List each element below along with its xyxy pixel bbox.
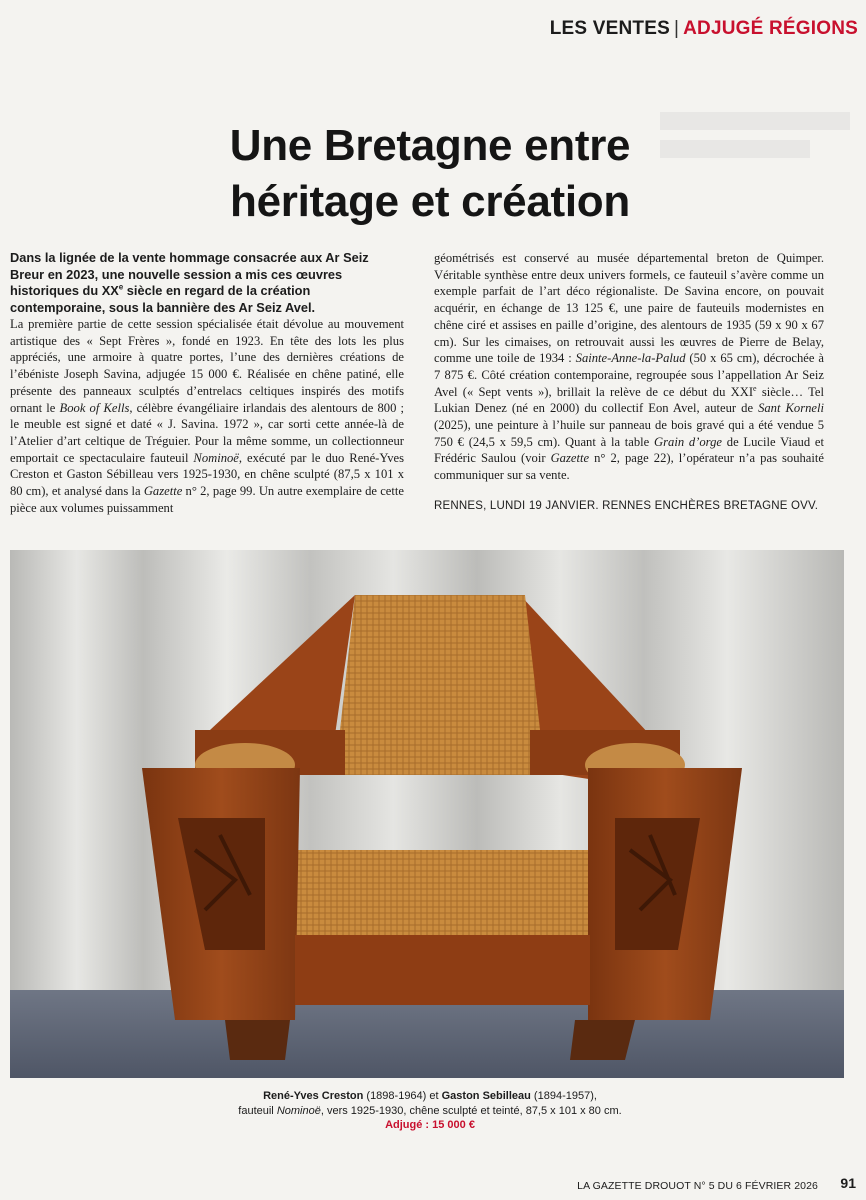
sainte-anne-title: Sainte-Anne-la-Palud <box>575 351 686 366</box>
body-right-text-6: n° 2, page 22), l’opérateur n’a pas souhaité communiquer sur sa vente. <box>434 451 824 483</box>
body-paragraph-left <box>10 316 404 516</box>
section-separator: | <box>673 18 680 39</box>
caption-price: Adjugé : 15 000 € <box>385 1119 475 1131</box>
grain-dorge-title: Grain d’orge <box>654 434 723 449</box>
body-left-text-1: La première partie de cette session spécialisée était dévolue au mouvement artistique des « Sept Frères », fondé en 1923. En tête des lots les plus appréciés, une armoire à quatre portes, l’une des dernières créations de l’ébéniste Joseph Savina, adjugée 15 000 €. Réalisée en chêne patiné, elle présente des panneaux sculptés d’entrelacs celtiques inspirés des motifs ornant le <box>10 317 404 415</box>
body-left-text-4: n° 2, page 99. Un autre exemplaire de cette pièce aux volumes puissamment <box>10 484 404 515</box>
body-left-text-3: , exécuté par le duo René-Yves Creston et Gaston Sébilleau vers 1925-1930, en chêne sculpté (87,5 x 101 x 80 cm), et analysé dans la <box>10 450 404 499</box>
article-title <box>110 118 750 230</box>
body-right-text-5: de Lucile Viaud et Frédéric Saulou (voir <box>434 434 824 466</box>
book-of-kells-title: Book of Kells <box>59 400 130 415</box>
gazette-title-2: Gazette <box>550 451 590 466</box>
publication-footer: LA GAZETTE DROUOT N° 5 DU 6 FÉVRIER 2026 <box>577 1180 818 1192</box>
body-right-text-1: géométrisés est conservé au musée départemental breton de Quimper. Véritable synthèse entre deux univers formels, ce fauteuil s’avère comme un exemple parfait de l’art déco régionaliste. De Savina encore, on pouvait acquérir, en échange de 13 125 €, une paire de fauteuils modernistes en chêne ciré et assises en paille d’origine, des alentours de 1935 (59 x 90 x 67 cm). Sur les cimaises, on retrouvait aussi les œuvres de Pierre de Belay, comme une toile de 1934 : <box>434 251 824 366</box>
armchair-illustration <box>10 550 844 1078</box>
article-column-left <box>10 250 404 516</box>
caption-object-details: , vers 1925-1930, chêne sculpté et teinté, 87,5 x 101 x 80 cm. <box>320 1104 622 1117</box>
page-number: 91 <box>840 1175 856 1191</box>
body-right-text-2: (50 x 65 cm), décrochée à 7 875 €. Côté création contemporaine, regroupée sous l’appellation Ar Seiz Avel (« Sept vents »), brillait la relève de ce début du XXI <box>434 351 824 399</box>
caption-artist-1: René-Yves Creston <box>263 1090 364 1102</box>
lead-superscript: e <box>118 282 124 292</box>
article-lead <box>10 250 404 316</box>
lead-text-2: siècle en regard de la création contemporaine, sous la bannière des Ar Seiz Avel. <box>10 283 316 315</box>
article-column-right <box>434 250 824 515</box>
body-paragraph-right <box>434 250 824 484</box>
section-header <box>550 18 858 40</box>
caption-artist-1-dates: (1898-1964) et <box>363 1090 442 1102</box>
title-line-2: héritage et création <box>230 177 630 226</box>
body-left-text-2: , célèbre évangéliaire irlandais des alentours de 800 ; le meuble est signé et daté « J. Savina. 1972 », car sorti cette année-là de l’Atelier d’art celtique de Tréguier. Pour la même somme, un collectionneur emportait ce spectaculaire fauteuil <box>10 400 405 465</box>
armchair-photo <box>10 550 844 1078</box>
caption-artist-2: Gaston Sebilleau <box>441 1090 531 1102</box>
caption-object-prefix: fauteuil <box>238 1104 277 1117</box>
gazette-title: Gazette <box>143 484 183 499</box>
title-line-1: Une Bretagne entre <box>229 121 631 170</box>
section-label: LES VENTES <box>549 18 670 39</box>
body-right-text-3: siècle… Tel Lukian Denez (né en 2000) du collectif Eon Avel, auteur de <box>434 384 825 416</box>
body-right-text-4: (2025), une peinture à l’huile sur panneau de bois gravé qui a été vendue 5 750 € (24,5 x 59,5 cm). Quant à la table <box>434 418 824 449</box>
sant-korneli-title: Sant Korneli <box>758 401 824 416</box>
caption-artist-2-dates: (1894-1957), <box>530 1090 597 1102</box>
century-superscript: e <box>753 383 757 393</box>
caption-work-title: Nominoë <box>276 1104 321 1117</box>
nominoe-title: Nominoë <box>193 450 239 465</box>
sale-byline: RENNES, LUNDI 19 JANVIER. RENNES ENCHÈRES BRETAGNE OVV. <box>434 499 819 512</box>
lead-text-1: Dans la lignée de la vente hommage consacrée aux Ar Seiz Breur en 2023, une nouvelle session a mis ces œuvres historiques du XX <box>10 250 369 298</box>
photo-caption <box>195 1089 665 1133</box>
subsection-label: ADJUGÉ RÉGIONS <box>683 18 858 39</box>
